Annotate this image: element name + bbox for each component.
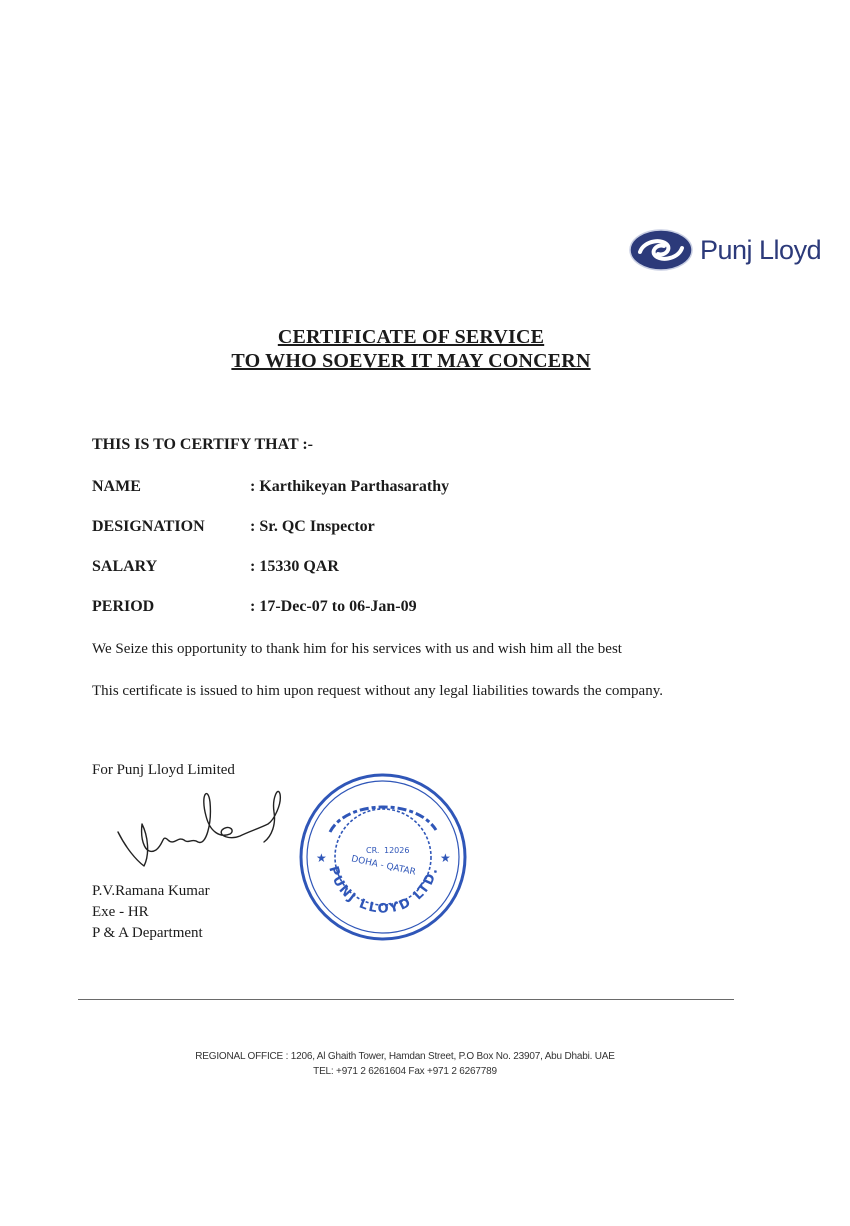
svg-text:★: ★ (316, 851, 327, 865)
detail-value: : 15330 QAR (250, 558, 339, 575)
detail-value: : Karthikeyan Parthasarathy (250, 478, 450, 495)
certify-heading: THIS IS TO CERTIFY THAT :- (92, 436, 313, 453)
detail-label: DESIGNATION (92, 518, 205, 535)
signatory-department: P & A Department (92, 925, 203, 941)
detail-value: : 17-Dec-07 to 06-Jan-09 (250, 598, 417, 615)
liability-paragraph: This certificate is issued to him upon request without any legal liabilities towards the company. (92, 683, 663, 699)
certificate-title: CERTIFICATE OF SERVICE (277, 326, 545, 348)
detail-row-period (92, 598, 417, 616)
detail-value: : Sr. QC Inspector (250, 518, 375, 535)
svg-text:★: ★ (440, 851, 451, 865)
detail-row-name (92, 478, 449, 496)
certificate-subtitle: TO WHO SOEVER IT MAY CONCERN (231, 350, 591, 372)
footer-contact: TEL: +971 2 6261604 Fax +971 2 6267789 (313, 1066, 497, 1077)
company-seal-stamp-icon (296, 770, 470, 944)
svg-text:PUNJ LLOYD LTD.: PUNJ LLOYD LTD. (325, 864, 442, 917)
detail-label: SALARY (92, 558, 158, 575)
punj-lloyd-logo-icon (628, 228, 694, 272)
signatory-title: Exe - HR (92, 904, 149, 920)
detail-label: NAME (92, 478, 141, 495)
signature-icon (112, 784, 302, 880)
svg-text:12026: 12026 (384, 846, 410, 855)
signatory-name: P.V.Ramana Kumar (92, 883, 210, 899)
svg-text:DOHA - QATAR: DOHA - QATAR (350, 854, 417, 878)
thanks-paragraph: We Seize this opportunity to thank him for his services with us and wish him all the best (92, 641, 622, 657)
brand-name: Punj Lloyd (700, 234, 822, 265)
svg-text:CR.: CR. (366, 846, 380, 855)
detail-label: PERIOD (92, 598, 155, 615)
signoff-line: For Punj Lloyd Limited (92, 762, 235, 778)
company-logo (628, 226, 828, 274)
footer-divider (78, 999, 734, 1000)
detail-row-salary (92, 558, 339, 576)
detail-row-designation (92, 518, 375, 536)
footer-address: REGIONAL OFFICE : 1206, Al Ghaith Tower, Hamdan Street, P.O Box No. 23907, Abu Dhabi. UAE (195, 1051, 615, 1062)
